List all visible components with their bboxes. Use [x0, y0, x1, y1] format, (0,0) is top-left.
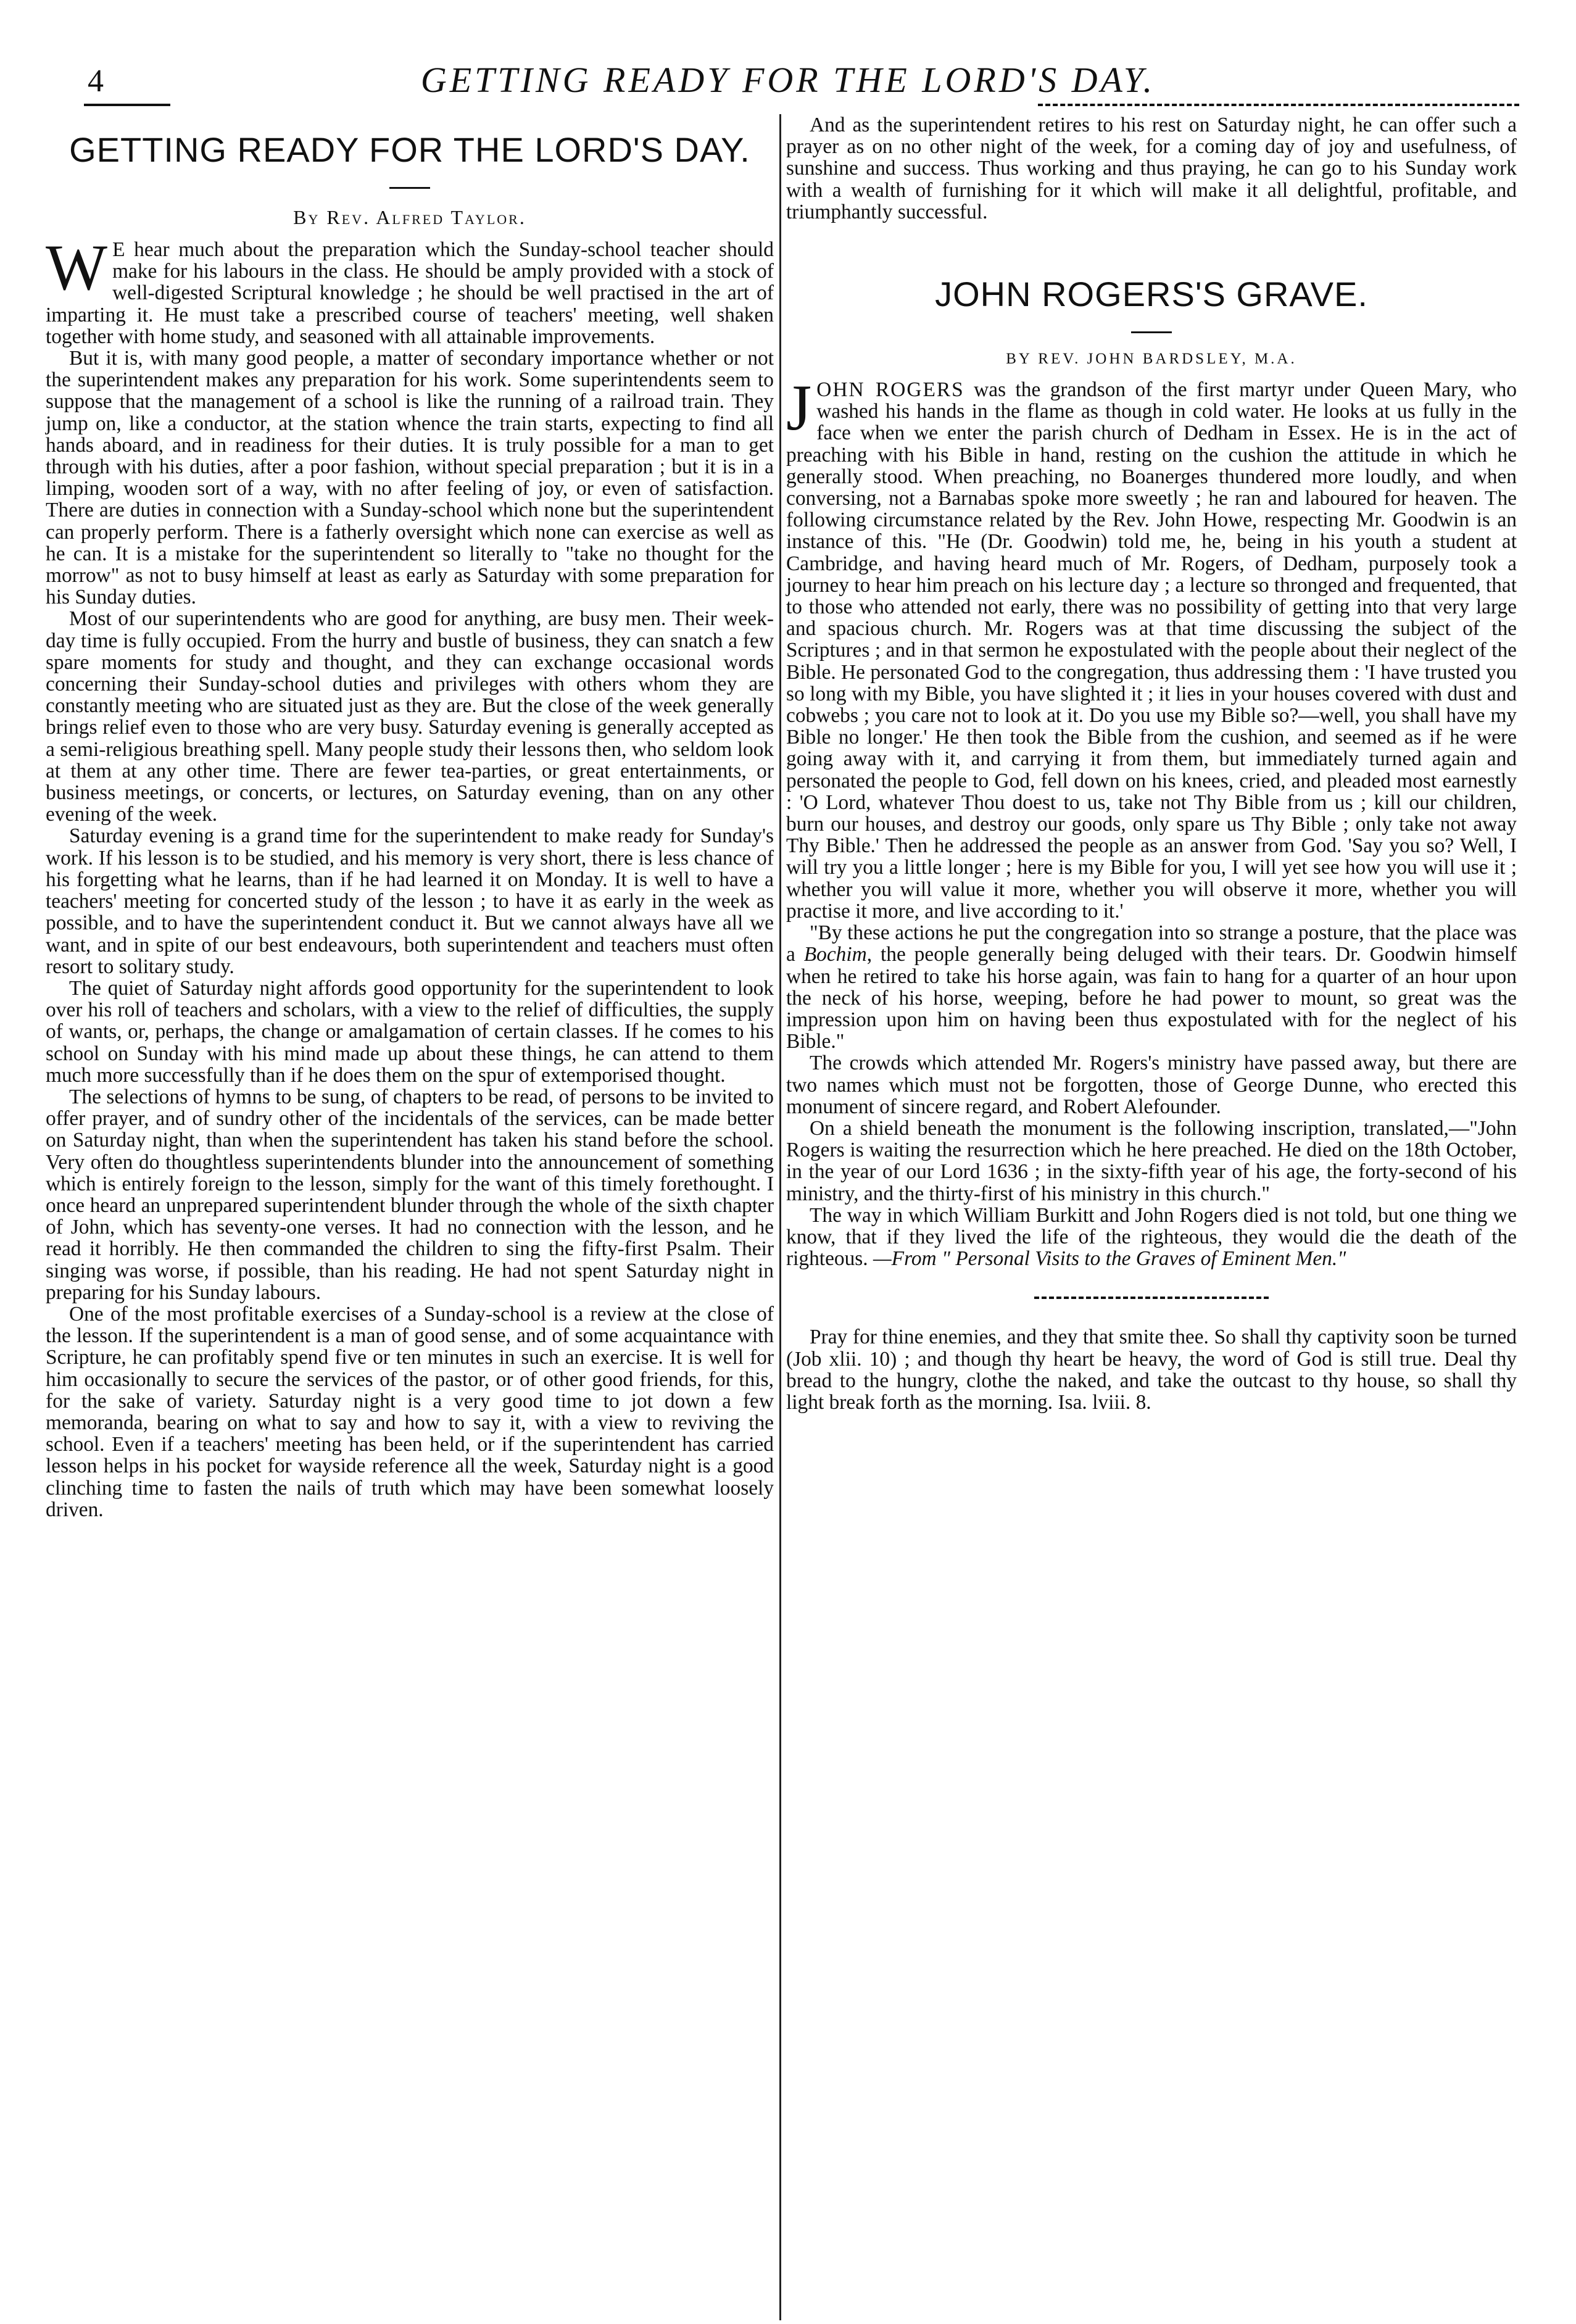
title-rule — [389, 187, 430, 189]
article1-paragraph-7: One of the most profitable exercises of a Sunday-school is a review at the close of the lesson. If the superintendent is a man of good sense, and of some acquaintance with Scripture, he can profitably spend five or ten minutes in such an exercise. It is well for him occasionally to secure the services of the pastor, or of other good friends, for this, for the sake of variety. Saturday night is a very good time to jot down a few memoranda, bearing on what to say and how to say it, with a view to reviving the school. Even if a teachers' meeting has been held, or if the superintendent has carried lesson helps in his pocket for wayside reference all the week, Saturday night is a good clinching time to fasten the nails of truth which may have been somewhat loosely driven. — [46, 1302, 774, 1521]
article1-paragraph-5: The quiet of Saturday night affords good opportunity for the superintendent to look over his roll of teachers and scholars, with a view to the relief of difficulties, the supply of wants, or, perhaps, the change or amalgamation of certain classes. If he comes to his school on Sunday with his mind made up about these things, he can attend to them much more successfully than if he does them on the spur of extemporised thought. — [46, 976, 774, 1087]
article1-paragraph-2: But it is, with many good people, a matter of secondary importance whether or not the superintendent makes any preparation for his work. Some superintendents seem to suppose that the management of a school is like the running of a railroad train. They jump on, like a conductor, at the station whence the train starts, expecting to find all hands aboard, and in readiness for their duties. It is truly possible for a man to get through with his duties, after a poor fashion, without special preparation ; but it is in a limping, wooden sort of a way, with no after feeling of joy, or even of satisfaction. There are duties in connection with a Sunday-school which none but the superintendent can properly perform. There is a fatherly oversight which none can exercise as well as he can. It is a mistake for the superintendent so literally to "take no thought for the morrow" as not to busy himself at least as early as Saturday with some preparation for his Sunday duties. — [46, 347, 774, 609]
article2-paragraph-5 — [786, 1205, 1517, 1270]
drop-cap-w: W — [46, 231, 108, 304]
right-column — [786, 114, 1517, 1413]
first-word: OHN ROGERS — [816, 378, 964, 402]
article1-paragraph-4: Saturday evening is a grand time for the superintendent to make ready for Sunday's work. If his lesson is to be studied, and his memory is very short, there is less chance of his forgetting what he learns, than if he had learned it on Monday. It is well to have a teachers' meeting for concerted study of the lesson ; to have it as early in the week as possible, and to have the superintendent conduct it. But we cannot always have all we want, and in spite of our best endeavours, both superintendent and teachers must often resort to solitary study. — [46, 824, 774, 978]
header-rule-right — [1038, 104, 1519, 106]
end-rule — [1034, 1297, 1269, 1299]
byline-john-bardsley: BY REV. JOHN BARDSLEY, M.A. — [1006, 351, 1297, 368]
article1-paragraph-1 — [46, 231, 774, 348]
article2-paragraph-1 — [786, 371, 1517, 923]
title-rule-2 — [1131, 331, 1172, 333]
article2-paragraph-2-part1: "By these actions he put the congregation into so strange a posture, that the place was a — [786, 921, 1517, 966]
article-title-lords-day: GETTING READY FOR THE LORD'S DAY. — [69, 130, 750, 169]
section-gap — [786, 223, 1517, 259]
bochim-emphasis: Bochim — [803, 943, 867, 966]
source-reference: —From " Personal Visits to the Graves of Eminent Men." — [873, 1247, 1346, 1271]
header-rule-left — [84, 104, 170, 106]
article1-paragraph-6: The selections of hymns to be sung, of chapters to be read, of persons to be invited to offer prayer, and of sundry other of the incidentals of the services, can be made better on Saturday night, than when the superintendent has taken his stand before the school. Very often do thoughtless superintendents blunder into the announcement of something which is entirely foreign to the lesson, simply for the want of this timely forethought. I once heard an unprepared superintendent blunder through the whole of the sixth chapter of John, which has seventy-one verses. It had no connection with the lesson, and he read it horribly. He then commanded the children to sing the fifty-first Psalm. Their singing was worse, if possible, than his reading. He had not spent Saturday night in preparing for his Sunday labours. — [46, 1085, 774, 1304]
article2-paragraph-4: On a shield beneath the monument is the following inscription, translated,—"John Rogers is waiting the resurrection which he here preached. He died on the 18th October, in the year of our Lord 1636 ; in the sixty-fifth year of his age, the forty-second of his ministry, and the thirty-first of his ministry in this church." — [786, 1116, 1517, 1205]
closing-scripture-paragraph: Pray for thine enemies, and they that smite thee. So shall thy captivity soon be turned (Job xlii. 10) ; and though thy heart be heavy, the word of God is still true. Deal thy bread to the hungry, clothe the naked, and take the outcast to thy house, so shall thy light break forth as the morning. Isa. lviii. 8. — [786, 1326, 1517, 1414]
article2-paragraph-1-text: was the grandson of the first martyr under Queen Mary, who washed his hands in the flame as though in cold water. He looks at us fully in the face when we enter the parish church of Dedham in Essex. He is in the act of preaching with his Bible in hand, resting on the cushion the attitude in which he generally stood. When preaching, no Boanerges thundered more loudly, and when conversing, not a Barnabas spoke more sweetly ; he ran and laboured for heaven. The following circumstance related by the Rev. John Howe, respecting Mr. Goodwin is an instance of this. "He (Dr. Goodwin) told me, he, being in his youth a student at Cambridge, and having heard much of Mr. Rogers, of Dedham, purposely took a journey to hear him preach on his lecture day ; a lecture so thronged and frequented, that to those who attended not early, there was no possibility of getting into that very large and spacious church. Mr. Rogers was at that time discussing the subject of the Scriptures ; and in that sermon he expostulated with the people about their neglect of the Bible. He personated God to the congregation, thus addressing them : 'I have trusted you so long with my Bible, you have slighted it ; it lies in your houses covered with dust and cobwebs ; you care not to look at it. Do you use my Bible so?—well, you shall have my Bible no longer.' He then took the Bible from the cushion, and seemed as if he were going away with it, and carrying it from them, but immediately turned again and personated the people to God, fell down on his knees, cried, and pleaded most earnestly : 'O Lord, whatever Thou doest to us, take not Thy Bible from us ; kill our children, burn our houses, and destroy our goods, only spare us Thy Bible ; only take not away Thy Bible.' Then he addressed the people as an answer from God. 'Say you so? Well, I will try you a little longer ; here is my Bible for you, I will yet see how you will use it ; whether you will value it more, whether you will observe it more, whether you will practise it more, and live according to it.' — [786, 378, 1517, 923]
article2-paragraph-2-part2: , the people generally being deluged with their tears. Dr. Goodwin himself when he retired to take his horse again, was fain to hang for a quarter of an hour upon the neck of his horse, weeping, before he had power to mount, so great was the impression upon him on having been thus expostulated with for the neglect of his Bible." — [786, 943, 1517, 1053]
article1-paragraph-1-text: E hear much about the preparation which the Sunday-school teacher should make for his labours in the class. He should be amply provided with a stock of well-digested Scriptural knowledge ; he should be well practised in the art of imparting it. He must take a prescribed course of teachers' meeting, well shaken together with home study, and seasoned with all attainable improvements. — [46, 238, 774, 348]
page-number: 4 — [88, 64, 104, 99]
article1-paragraph-8: And as the superintendent retires to his rest on Saturday night, he can offer such a prayer as on no other night of the week, for a coming day of joy and usefulness, of sunshine and success. Thus working and thus praying, he can go to his Sunday work with a wealth of furnishing for it which will make it all delightful, profitable, and triumphantly successful. — [786, 114, 1517, 223]
article2-paragraph-3: The crowds which attended Mr. Rogers's ministry have passed away, but there are two names which must not be forgotten, those of George Dunne, who erected this monument of sincere regard, and Robert Alefounder. — [786, 1052, 1517, 1118]
drop-cap-j: J — [786, 371, 812, 444]
column-divider — [779, 114, 781, 2320]
running-head — [38, 59, 1538, 109]
article1-paragraph-3: Most of our superintendents who are good for anything, are busy men. Their week-day time is fully occupied. From the hurry and bustle of business, they can snatch a few spare moments for study and thought, and they can exchange occasional words concerning their Sunday-school duties and privileges with others whom they are constantly meeting who are situated just as they are. But the close of the week generally brings relief even to those who are very busy. Saturday evening is generally accepted as a semi-religious breathing spell. Many people study their lessons then, who seldom look at them at any other time. There are fewer tea-parties, or great entertainments, or business meetings, or concerts, or lectures, on Saturday evening, than on any other evening of the week. — [46, 607, 774, 826]
article-title-rogers-grave: JOHN ROGERS'S GRAVE. — [935, 275, 1368, 314]
left-column — [46, 114, 774, 1521]
article2-paragraph-2 — [786, 922, 1517, 1052]
article2-paragraph-5-text: The way in which William Burkitt and John Rogers died is not told, but one thing we know, that if they lived the life of the righteous, they would die the death of the righteous. — [786, 1203, 1517, 1271]
running-title: GETTING READY FOR THE LORD'S DAY. — [420, 60, 1156, 100]
byline-alfred-taylor: By Rev. Alfred Taylor. — [293, 206, 526, 228]
